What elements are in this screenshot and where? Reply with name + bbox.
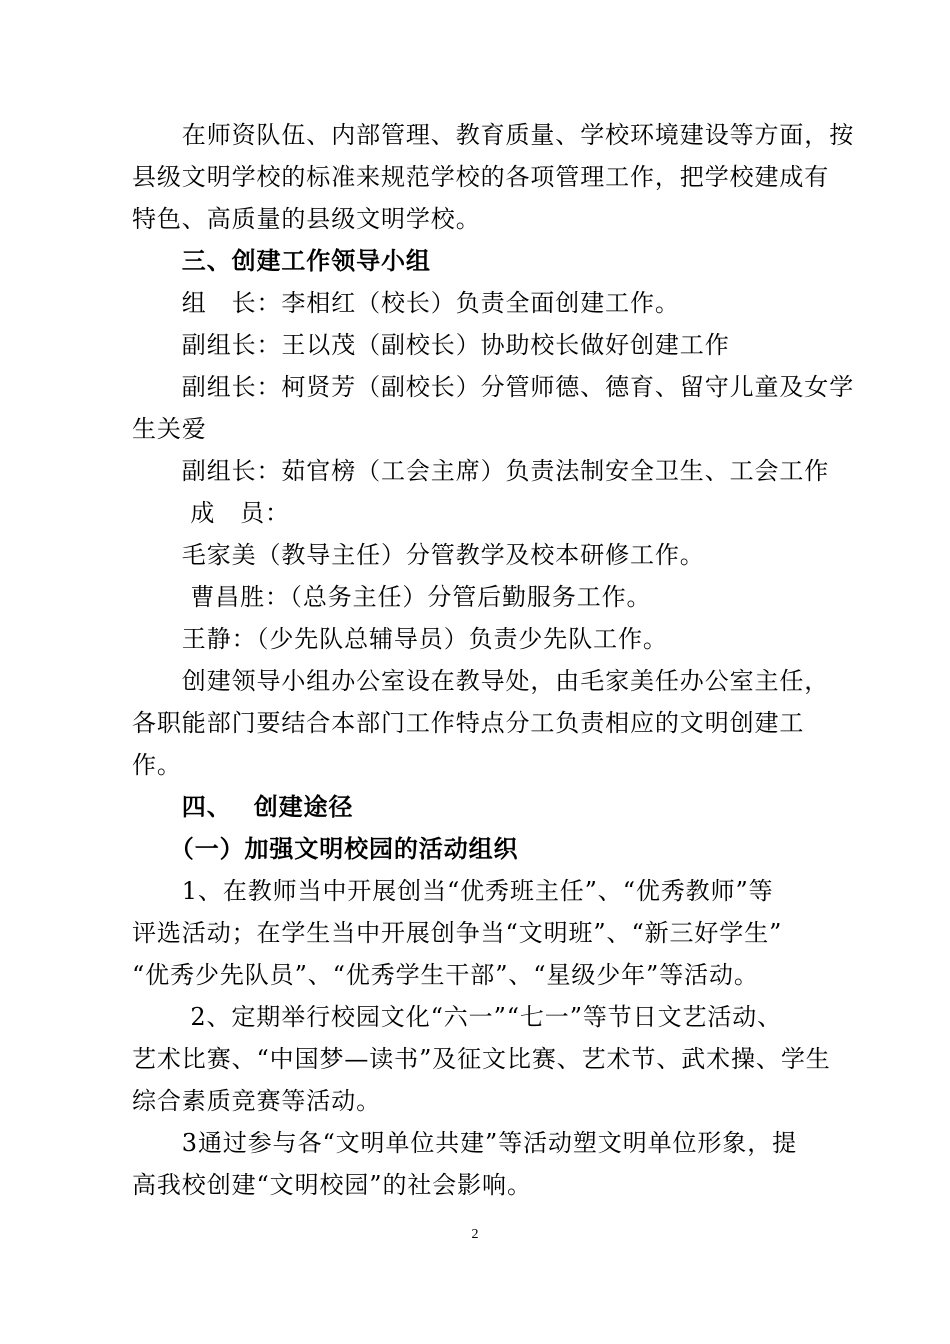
section-heading: 三、创建工作领导小组 [132, 247, 431, 275]
subsection-heading: （一）加强文明校园的活动组织 [132, 835, 519, 863]
paragraph-line: “优秀少先队员”、“优秀学生干部”、“星级少年”等活动。 [132, 961, 759, 989]
paragraph-line: 特色、高质量的县级文明学校。 [132, 205, 481, 233]
paragraph-line: 2、定期举行校园文化“六一”“七一”等节日文艺活动、 [132, 1003, 783, 1031]
paragraph-line: 3通过参与各“文明单位共建”等活动塑文明单位形象，提 [132, 1129, 798, 1157]
paragraph-line: 综合素质竞赛等活动。 [132, 1087, 381, 1115]
paragraph-line: 王静：（少先队总辅导员）负责少先队工作。 [132, 625, 668, 653]
paragraph-line: 曹昌胜：（总务主任）分管后勤服务工作。 [132, 583, 652, 611]
paragraph-line: 作。 [132, 751, 182, 779]
paragraph-line: 成 员： [132, 499, 290, 527]
paragraph-line: 生关爱 [132, 415, 207, 443]
paragraph-line: 县级文明学校的标准来规范学校的各项管理工作，把学校建成有 [132, 163, 830, 191]
paragraph-line: 副组长：王以茂（副校长）协助校长做好创建工作 [132, 331, 730, 359]
paragraph-line: 各职能部门要结合本部门工作特点分工负责相应的文明创建工 [132, 709, 805, 737]
paragraph-line: 组 长：李相红（校长）负责全面创建工作。 [132, 289, 680, 317]
page-number: 2 [471, 1227, 479, 1242]
section-heading: 四、 创建途径 [132, 793, 354, 821]
paragraph-line: 艺术比赛、“中国梦—读书”及征文比赛、艺术节、武术操、学生 [132, 1045, 831, 1073]
paragraph-line: 创建领导小组办公室设在教导处，由毛家美任办公室主任， [132, 667, 830, 695]
paragraph-line: 在师资队伍、内部管理、教育质量、学校环境建设等方面，按 [132, 121, 855, 149]
paragraph-line: 毛家美（教导主任）分管教学及校本研修工作。 [132, 541, 705, 569]
paragraph-line: 高我校创建“文明校园”的社会影响。 [132, 1171, 532, 1199]
paragraph-line: 副组长：柯贤芳（副校长）分管师德、德育、留守儿童及女学 [132, 373, 855, 401]
paragraph-line: 1、在教师当中开展创当“优秀班主任”、“优秀教师”等 [132, 877, 774, 905]
paragraph-line: 副组长：茹官榜（工会主席）负责法制安全卫生、工会工作 [132, 457, 830, 485]
paragraph-line: 评选活动；在学生当中开展创争当“文明班”、“新三好学生” [132, 919, 783, 947]
